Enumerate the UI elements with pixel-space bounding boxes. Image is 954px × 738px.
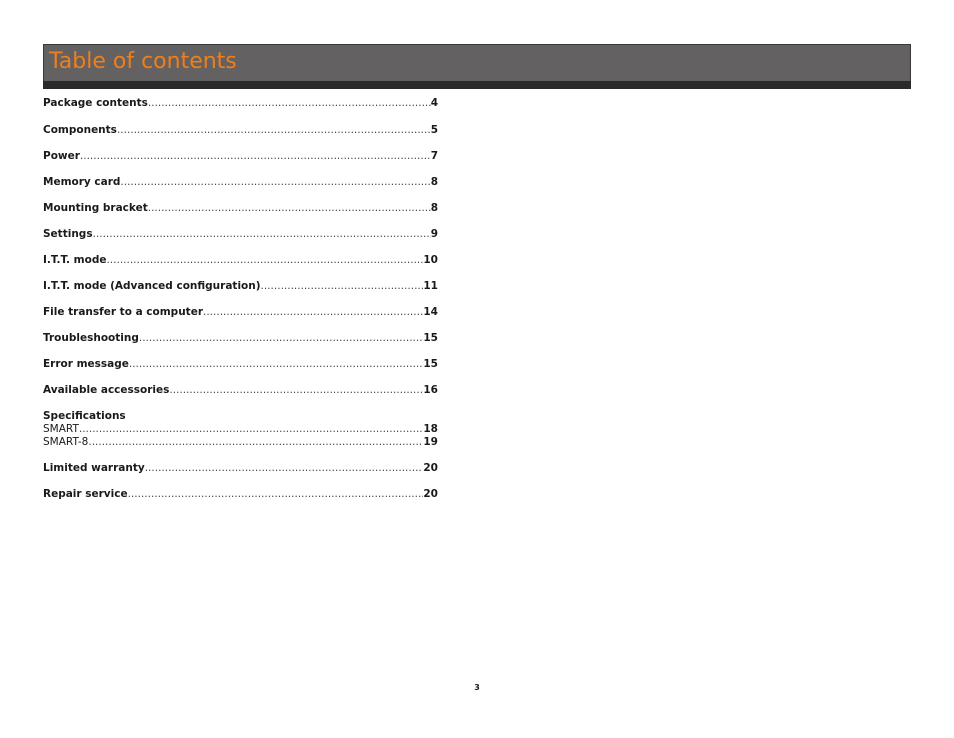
toc-entry-page: 8 <box>430 202 438 214</box>
toc-subentry-smart-8[interactable] <box>43 436 438 449</box>
toc-entry-troubleshooting[interactable] <box>43 332 438 345</box>
toc-entry-label: Repair service <box>43 488 128 500</box>
toc-entry-power[interactable] <box>43 150 438 163</box>
toc-entry-label: Memory card <box>43 176 121 188</box>
toc-entry-itt-mode-advanced[interactable] <box>43 280 438 293</box>
toc-entry-page: 9 <box>430 228 438 240</box>
toc-entry-page: 20 <box>423 462 438 474</box>
toc-entry-settings[interactable] <box>43 228 438 241</box>
toc-entry-repair-service[interactable] <box>43 488 438 501</box>
toc-subentry-smart[interactable] <box>43 423 438 436</box>
toc-entry-label: Mounting bracket <box>43 202 148 214</box>
toc-entry-label: Available accessories <box>43 384 170 396</box>
toc-entry-page: 15 <box>423 332 438 344</box>
toc-leader-dots <box>145 462 424 475</box>
toc-subentry-page: 19 <box>423 436 438 448</box>
toc-leader-dots <box>203 306 423 319</box>
toc-entry-page: 4 <box>430 97 438 109</box>
toc-entry-itt-mode[interactable] <box>43 254 438 267</box>
toc-leader-dots <box>169 384 423 397</box>
toc-entry-label: Limited warranty <box>43 462 145 474</box>
toc-section-title: Specifications <box>43 410 126 422</box>
toc-entry-label: Components <box>43 124 117 136</box>
toc-entry-package-contents[interactable] <box>43 97 438 110</box>
toc-entry-label: Settings <box>43 228 93 240</box>
toc-entry-page: 15 <box>423 358 438 370</box>
page-title: Table of contents <box>49 49 237 74</box>
toc-entry-page: 14 <box>423 306 438 318</box>
toc-entry-page: 8 <box>430 176 438 188</box>
toc-entry-label: Power <box>43 150 80 162</box>
toc-leader-dots <box>128 488 424 501</box>
toc-entry-limited-warranty[interactable] <box>43 462 438 475</box>
toc-entry-page: 11 <box>423 280 438 292</box>
table-of-contents <box>43 97 438 501</box>
page-number: 3 <box>474 683 480 692</box>
toc-entry-file-transfer[interactable] <box>43 306 438 319</box>
toc-entry-page: 5 <box>430 124 438 136</box>
toc-leader-dots <box>93 228 431 241</box>
toc-entry-label: Troubleshooting <box>43 332 139 344</box>
toc-entry-label: I.T.T. mode (Advanced configuration) <box>43 280 261 292</box>
page-header <box>43 44 911 89</box>
toc-entry-label: Error message <box>43 358 129 370</box>
toc-leader-dots <box>106 254 423 267</box>
toc-leader-dots <box>148 97 431 110</box>
toc-entry-mounting-bracket[interactable] <box>43 202 438 215</box>
toc-leader-dots <box>261 280 424 293</box>
toc-leader-dots <box>120 176 430 189</box>
toc-leader-dots <box>80 150 431 163</box>
toc-leader-dots <box>88 436 423 449</box>
toc-leader-dots <box>129 358 424 371</box>
toc-entry-page: 10 <box>423 254 438 266</box>
toc-subentry-label: SMART <box>43 423 79 435</box>
toc-entry-available-accessories[interactable] <box>43 384 438 397</box>
toc-entry-page: 7 <box>430 150 438 162</box>
toc-entry-page: 16 <box>423 384 438 396</box>
toc-entry-label: Package contents <box>43 97 148 109</box>
toc-section-specifications <box>43 410 438 449</box>
toc-subentry-page: 18 <box>423 423 438 435</box>
toc-leader-dots <box>79 423 424 436</box>
toc-entry-memory-card[interactable] <box>43 176 438 189</box>
toc-entry-label: File transfer to a computer <box>43 306 203 318</box>
toc-subentry-label: SMART-8 <box>43 436 89 448</box>
toc-entry-page: 20 <box>423 488 438 500</box>
toc-leader-dots <box>117 124 431 137</box>
toc-entry-label: I.T.T. mode <box>43 254 107 266</box>
header-underline-bar <box>43 81 911 89</box>
toc-leader-dots <box>139 332 424 345</box>
toc-entry-components[interactable] <box>43 124 438 137</box>
toc-entry-error-message[interactable] <box>43 358 438 371</box>
toc-leader-dots <box>148 202 431 215</box>
